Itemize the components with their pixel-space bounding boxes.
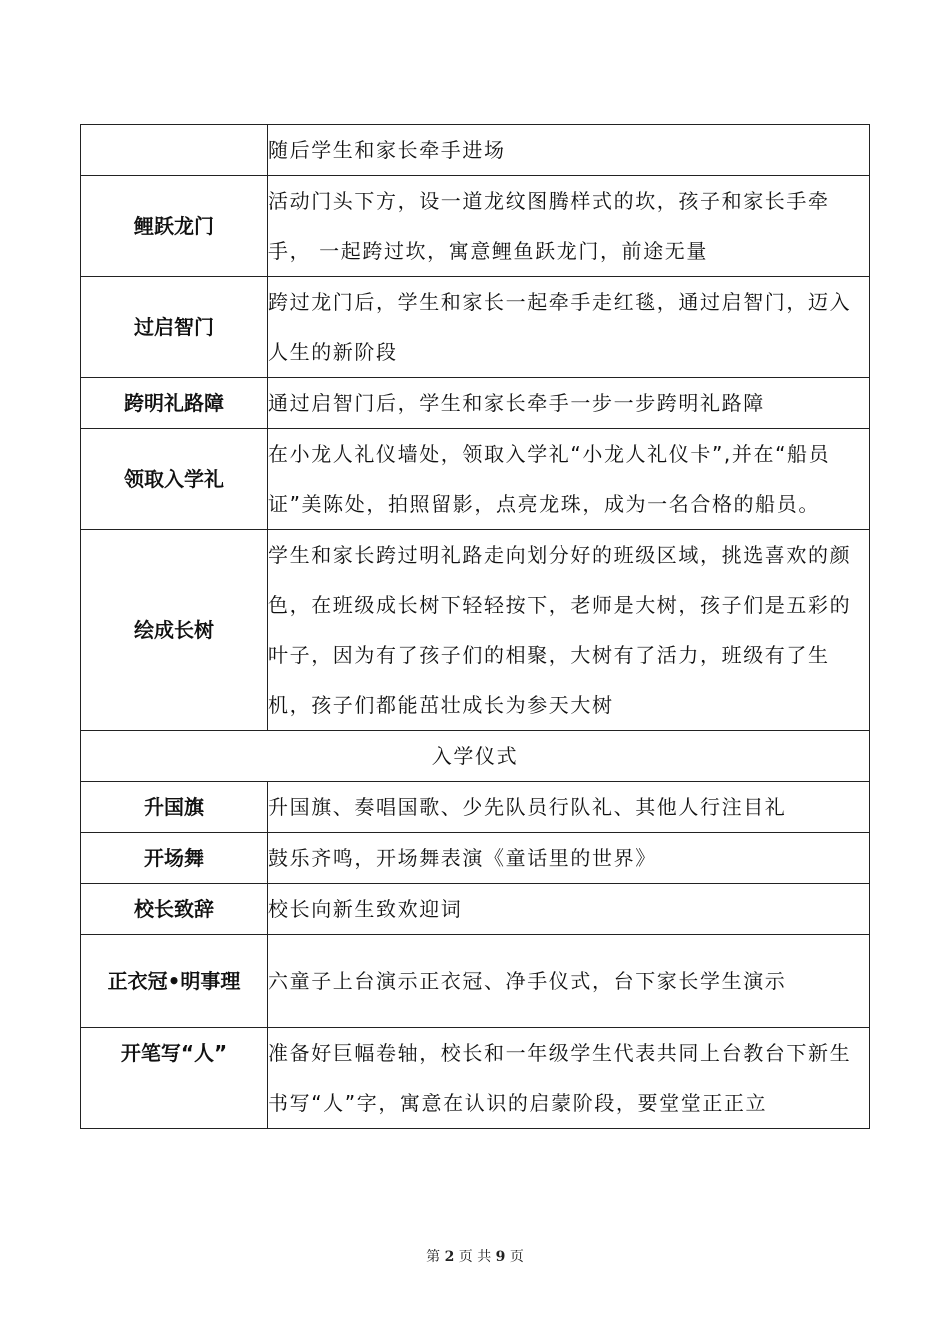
table-row: [81, 429, 870, 530]
row-content: 通过启智门后，学生和家长牵手一步一步跨明礼路障: [268, 378, 870, 429]
row-label: 开场舞: [81, 833, 268, 884]
row-label: 绘成长树: [81, 530, 268, 731]
row-content: 升国旗、奏唱国歌、少先队员行队礼、其他人行注目礼: [268, 782, 870, 833]
row-content: 鼓乐齐鸣，开场舞表演《童话里的世界》: [268, 833, 870, 884]
row-label: 领取入学礼: [81, 429, 268, 530]
table-row: [81, 176, 870, 277]
row-label: 升国旗: [81, 782, 268, 833]
footer-middle: 页 共: [458, 1249, 492, 1265]
page-footer: [0, 1246, 950, 1266]
row-content: 六童子上台演示正衣冠、净手仪式，台下家长学生演示: [268, 935, 870, 1028]
row-label: 过启智门: [81, 277, 268, 378]
row-label: 校长致辞: [81, 884, 268, 935]
page-total: 9: [495, 1249, 506, 1265]
table-row: [81, 125, 870, 176]
table-row: [81, 530, 870, 731]
row-label: 开笔写“人”: [81, 1028, 268, 1129]
page-number: 2: [444, 1249, 455, 1265]
section-row: [81, 731, 870, 782]
row-content: 随后学生和家长牵手进场: [268, 125, 870, 176]
footer-prefix: 第: [426, 1249, 441, 1265]
table-row: [81, 378, 870, 429]
activity-table: [80, 124, 870, 1129]
table-row: [81, 782, 870, 833]
row-content: 校长向新生致欢迎词: [268, 884, 870, 935]
table-row: [81, 833, 870, 884]
row-content: 准备好巨幅卷轴，校长和一年级学生代表共同上台教台下新生书写“人”字，寓意在认识的启蒙阶段，要堂堂正正立: [268, 1028, 870, 1129]
row-label: 鲤跃龙门: [81, 176, 268, 277]
table-row: [81, 884, 870, 935]
table-row: [81, 935, 870, 1028]
row-content: 活动门头下方，设一道龙纹图腾样式的坎，孩子和家长手牵手， 一起跨过坎，寓意鲤鱼跃龙门，前途无量: [268, 176, 870, 277]
footer-suffix: 页: [509, 1249, 524, 1265]
row-content: 跨过龙门后，学生和家长一起牵手走红毯，通过启智门，迈入人生的新阶段: [268, 277, 870, 378]
table-row: [81, 1028, 870, 1129]
row-content: 学生和家长跨过明礼路走向划分好的班级区域，挑选喜欢的颜色，在班级成长树下轻轻按下，老师是大树，孩子们是五彩的叶子，因为有了孩子们的相聚，大树有了活力，班级有了生机，孩子们都能茁壮成长为参天大树: [268, 530, 870, 731]
table-row: [81, 277, 870, 378]
row-content: 在小龙人礼仪墙处，领取入学礼“小龙人礼仪卡”,并在“船员证”美陈处，拍照留影，点亮龙珠，成为一名合格的船员。: [268, 429, 870, 530]
row-label: 跨明礼路障: [81, 378, 268, 429]
row-label: 正衣冠•明事理: [81, 935, 268, 1028]
section-title: 入学仪式: [81, 731, 870, 782]
row-label: [81, 125, 268, 176]
